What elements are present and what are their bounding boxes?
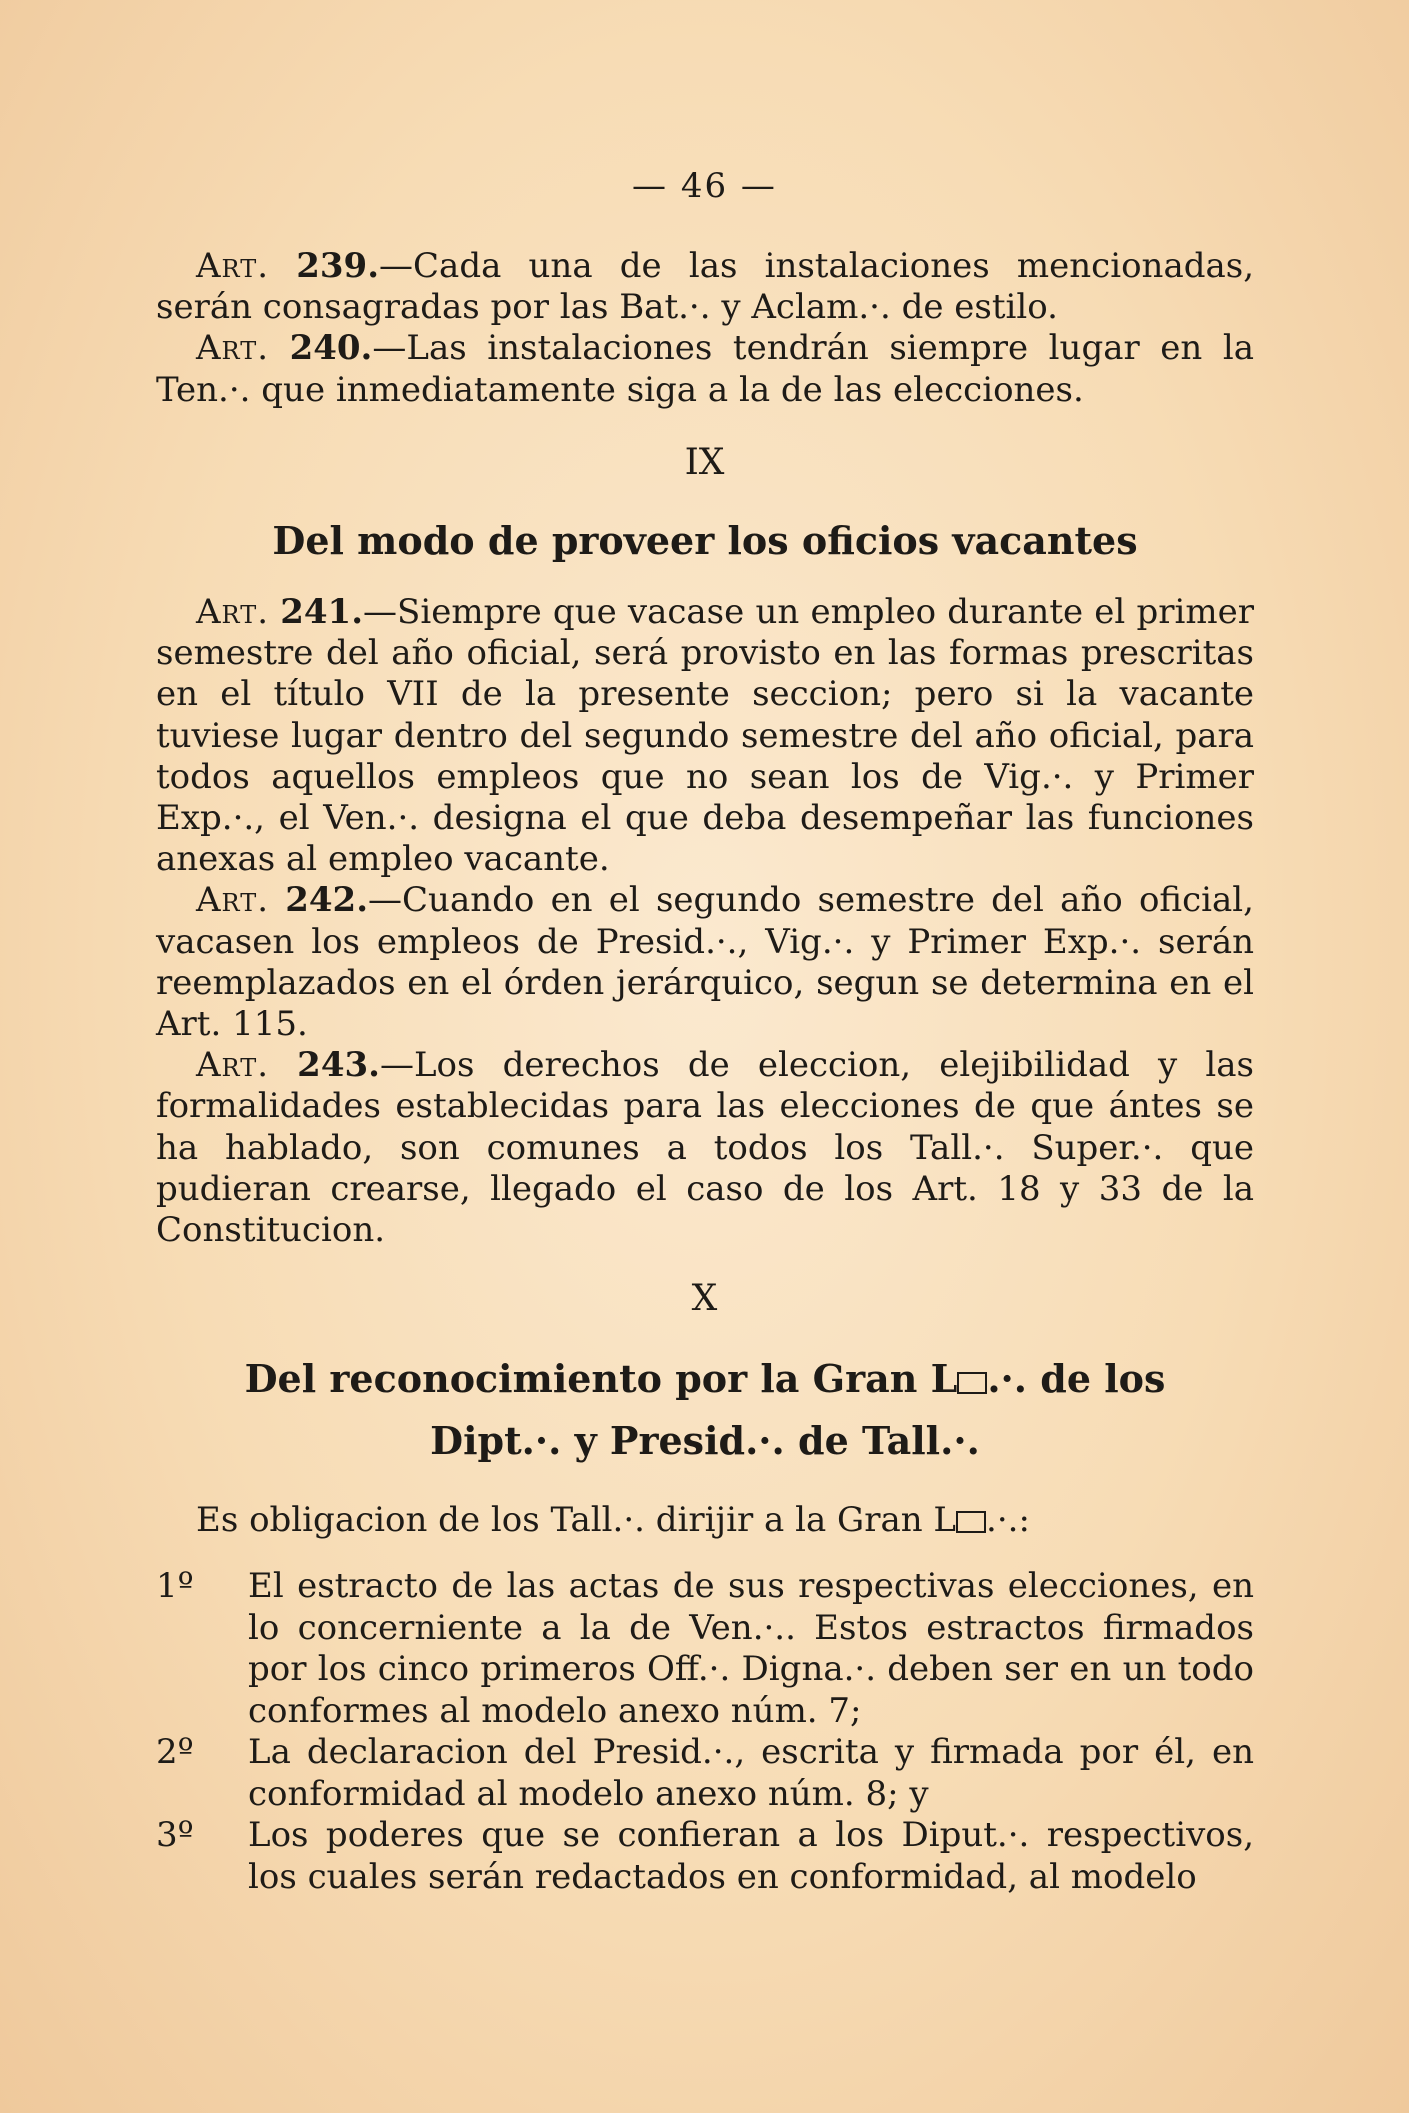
article-number: 243. [297,1045,380,1086]
article-number: 241. [280,592,364,632]
list-item [156,1815,1254,1898]
lodge-square-icon [957,1372,987,1394]
list-item [156,1732,1254,1815]
article-label: Art. [196,592,270,632]
article-label: Art. [196,1045,270,1086]
article-243 [156,1045,1254,1251]
page-number: — 46 — [632,166,777,206]
list-item-text: Los poderes que se confieran a los Diput.·. respectivos, los cuales serán redactados en conformidad, al modelo [248,1815,1254,1897]
list-item [156,1566,1254,1732]
lodge-square-icon [956,1511,986,1533]
article-number: 239. [296,246,380,286]
section-title-x-line2: Dipt.·. y Presid.·. de Tall.·. [430,1418,980,1463]
article-label: Art. [196,328,270,369]
article-241 [156,592,1254,880]
list-item-text: La declaracion del Presid.·., escrita y firmada por él, en conformidad al modelo anexo núm. 8; y [248,1732,1254,1814]
section-title-x-line1: Del reconocimiento por la Gran L .·. de los [244,1356,1166,1401]
section-numeral-ix: IX [684,442,725,483]
article-label: Art. [196,880,270,921]
article-text: —Cuando en el segundo semestre del año oficial, vacasen los empleos de Presid.·., Vig.·. y Primer Exp.·. serán reemplazados en el órden jerárquico, segun se determina en el Art. 115. [156,880,1254,1045]
article-text: —Cada una de las instalaciones mencionadas, serán consagradas por las Bat.·. y Aclam.·. de estilo. [156,246,1255,328]
article-text: —Los derechos de eleccion, elejibilidad y las formalidades establecidas para las elecciones de que ántes se ha hablado, son comunes a todos los Tall.·. Super.·. que pudieran crearse, llegado el caso de los Art. 18 y 33 de la Constitucion. [156,1045,1254,1251]
list-marker: 1º [156,1566,194,1606]
section-title-x [156,1348,1254,1472]
article-number: 242. [285,880,369,921]
section-numeral-x: X [691,1278,718,1319]
article-240 [156,328,1254,410]
list-marker: 3º [156,1815,194,1855]
list-item-text: El estracto de las actas de sus respectivas elecciones, en lo concerniente a la de Ven.·.. Estos estractos firmados por los cinco primeros Off.·. Digna.·. deben ser en un todo conformes al modelo anexo núm. 7; [248,1566,1254,1731]
section-title-ix: Del modo de proveer los oficios vacantes [272,518,1138,563]
requirements-list [156,1566,1254,1898]
article-label: Art. [196,246,270,286]
article-242 [156,880,1254,1045]
list-marker: 2º [156,1732,194,1772]
article-239 [156,246,1254,328]
article-number: 240. [289,328,373,369]
articles-241-243 [156,592,1254,1251]
article-text: —Siempre que vacase un empleo durante el primer semestre del año oficial, será provisto en las formas prescritas en el título VII de la presente seccion; pero si la vacante tuviese lugar dentro del segundo semestre del año oficial, para todos aquellos empleos que no sean los de Vig.·. y Primer Exp.·., el Ven.·. designa el que deba desempeñar las funciones anexas al empleo vacante. [156,592,1254,880]
articles-239-240 [156,246,1254,411]
article-text: —Las instalaciones tendrán siempre lugar en la Ten.·. que inmediatamente siga a la de las elecciones. [156,328,1254,410]
intro-paragraph: Es obligacion de los Tall.·. dirijir a la Gran L .·.: [196,1500,1030,1540]
